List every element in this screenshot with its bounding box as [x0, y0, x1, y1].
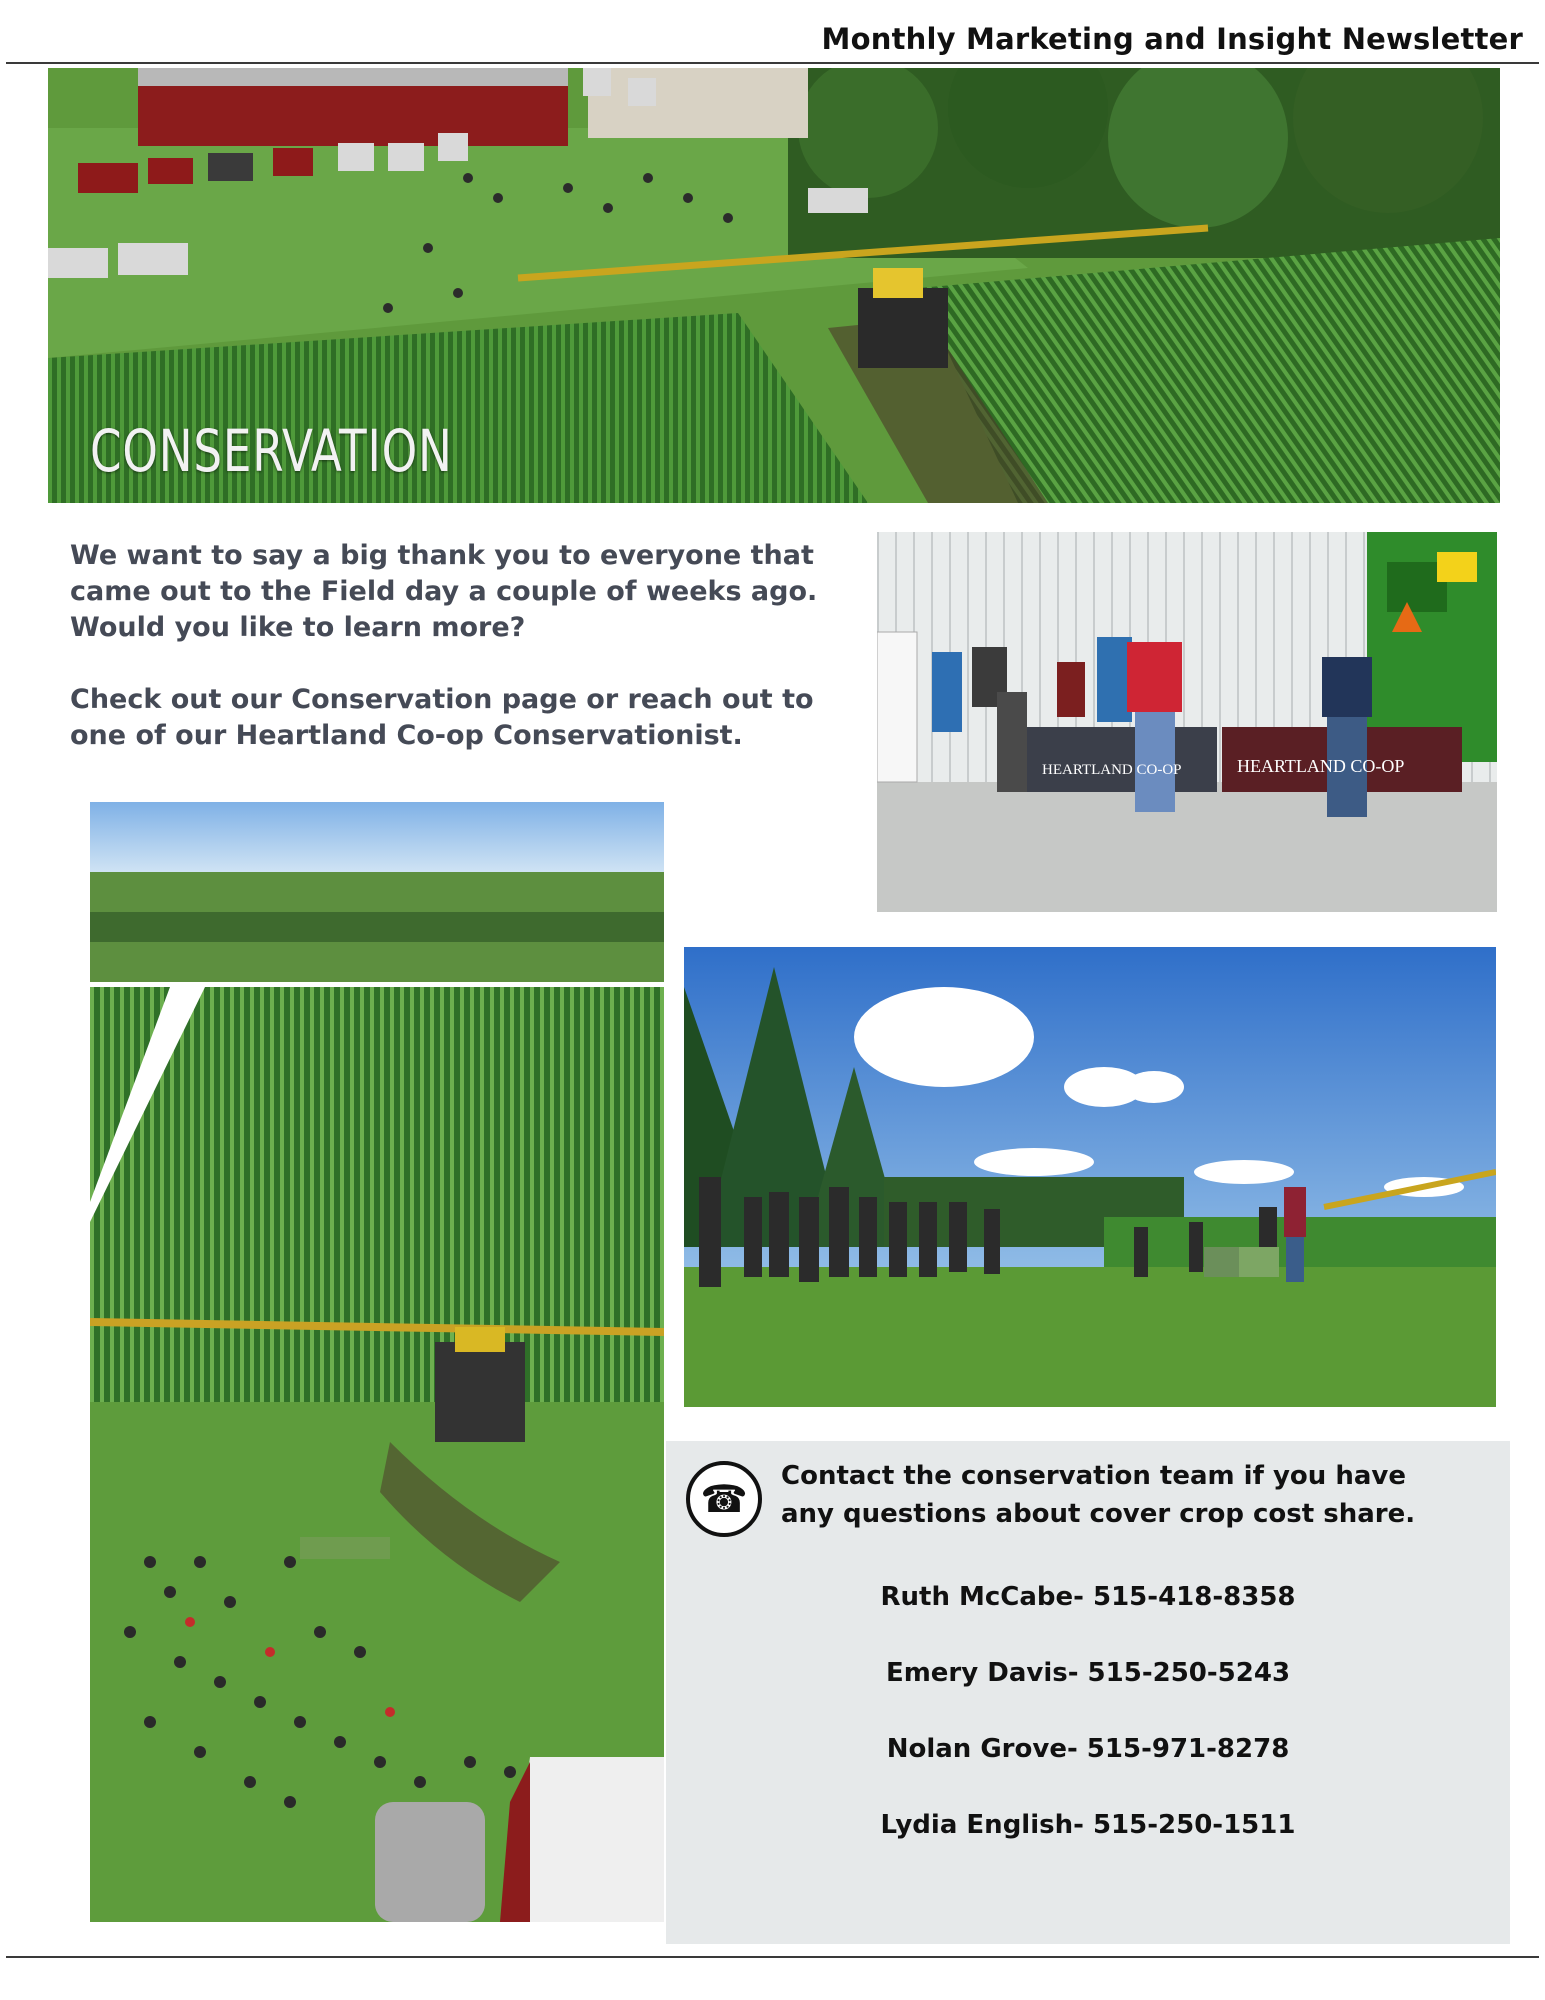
- booth-banner-2: HEARTLAND CO-OP: [1237, 756, 1405, 776]
- contact-heading-line-2: any questions about cover crop cost share.: [781, 1499, 1416, 1529]
- contact-heading: [781, 1457, 1491, 1533]
- hero-aerial-photo: [48, 68, 1500, 503]
- header-rule: [6, 62, 1539, 64]
- contact-list: [666, 1567, 1510, 1871]
- field-day-crowd-photo: [684, 947, 1496, 1407]
- contact-ruth-mccabe: Ruth McCabe- 515-418-8358: [880, 1582, 1296, 1612]
- newsletter-header-title: Monthly Marketing and Insight Newsletter: [821, 22, 1523, 56]
- booth-photo: [877, 532, 1497, 912]
- intro-paragraph-1: We want to say a big thank you to everyone that came out to the Field day a couple of weeks ago. Would you like to learn more?: [70, 540, 818, 643]
- booth-banner-1: HEARTLAND CO-OP: [1042, 762, 1182, 778]
- telephone-icon: ☎: [686, 1461, 762, 1537]
- contact-emery-davis: Emery Davis- 515-250-5243: [885, 1658, 1291, 1688]
- section-title-conservation: CONSERVATION: [90, 417, 453, 485]
- contact-box: [666, 1441, 1510, 1944]
- intro-text: [70, 538, 850, 790]
- footer-rule: [6, 1956, 1539, 1958]
- aerial-field-photo: [90, 802, 664, 1922]
- intro-paragraph-2: Check out our Conservation page or reach out to one of our Heartland Co-op Conservationist.: [70, 684, 814, 751]
- contact-heading-line-1: Contact the conservation team if you have: [781, 1461, 1406, 1491]
- contact-nolan-grove: Nolan Grove- 515-971-8278: [886, 1734, 1290, 1764]
- contact-lydia-english: Lydia English- 515-250-1511: [880, 1810, 1296, 1840]
